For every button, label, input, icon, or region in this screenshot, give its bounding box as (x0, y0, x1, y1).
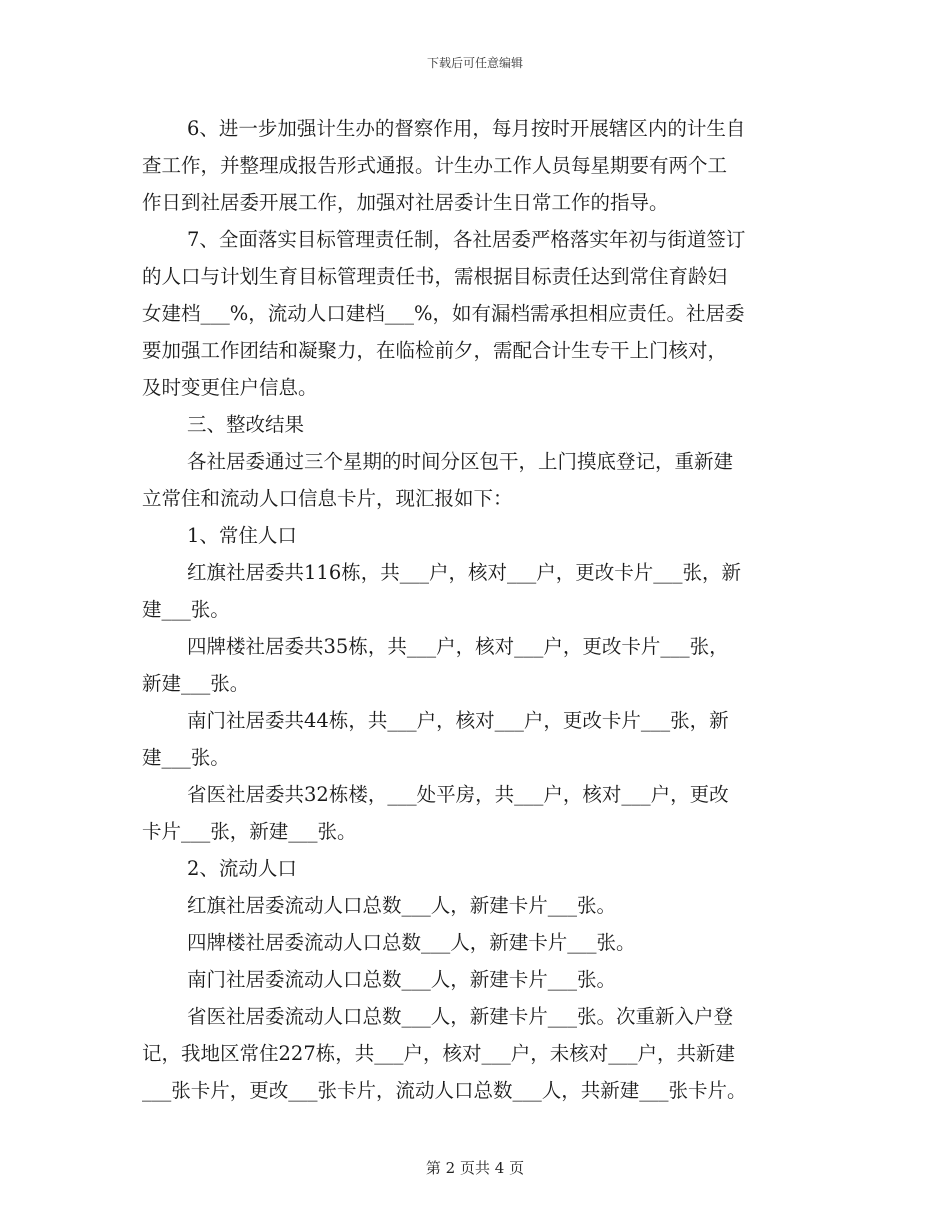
text-line: ___张卡片，更改___张卡片，流动人口总数___人，共新建___张卡片。 (142, 1079, 747, 1102)
text-line: 查工作，并整理成报告形式通报。计生办工作人员每星期要有两个工 (142, 154, 728, 177)
text-line: 要加强工作团结和凝聚力，在临检前夕，需配合计生专干上门核对， (142, 339, 728, 362)
text-line: 红旗社居委共116栋，共___户，核对___户，更改卡片___张，新 (187, 561, 741, 584)
text-line: 立常住和流动人口信息卡片，现汇报如下： (142, 487, 513, 510)
text-line: 建___张。 (142, 746, 230, 769)
text-line: 南门社居委流动人口总数___人，新建卡片___张。 (187, 968, 617, 991)
text-line: 四牌楼社居委共35栋，共___户，核对___户，更改卡片___张， (187, 635, 729, 658)
text-line: 三、整改结果 (187, 413, 305, 436)
text-line: 作日到社居委开展工作，加强对社居委计生日常工作的指导。 (142, 191, 669, 214)
document-body (142, 110, 810, 1109)
text-line: 省医社居委流动人口总数___人，新建卡片___张。次重新入户登 (187, 1005, 734, 1028)
page-header: 下载后可任意编辑 (426, 56, 523, 70)
text-line: 2、流动人口 (187, 857, 297, 880)
text-line: 女建档___%，流动人口建档___%，如有漏档需承担相应责任。社居委 (142, 302, 745, 325)
text-line: 1、常住人口 (187, 524, 297, 547)
text-line: 7、全面落实目标管理责任制，各社居委严格落实年初与街道签订 (187, 228, 746, 251)
text-line: 6、进一步加强计生办的督察作用，每月按时开展辖区内的计生自 (187, 117, 746, 140)
text-line: 建___张。 (142, 598, 230, 621)
text-line: 南门社居委共44栋，共___户，核对___户，更改卡片___张，新 (187, 709, 729, 732)
text-line: 红旗社居委流动人口总数___人，新建卡片___张。 (187, 894, 617, 917)
text-line: 的人口与计划生育目标管理责任书，需根据目标责任达到常住育龄妇 (142, 265, 728, 288)
text-line: 各社居委通过三个星期的时间分区包干，上门摸底登记，重新建 (187, 450, 734, 473)
text-line: 卡片___张，新建___张。 (142, 820, 357, 843)
page-footer: 第 2 页共 4 页 (425, 1159, 525, 1177)
text-line: 四牌楼社居委流动人口总数___人，新建卡片___张。 (187, 931, 636, 954)
text-line: 及时变更住户信息。 (142, 376, 318, 399)
text-line: 新建___张。 (142, 672, 250, 695)
text-line: 记，我地区常住227栋，共___户，核对___户，未核对___户，共新建 (142, 1042, 735, 1065)
text-line: 省医社居委共32栋楼，___处平房，共___户，核对___户，更改 (187, 783, 729, 806)
